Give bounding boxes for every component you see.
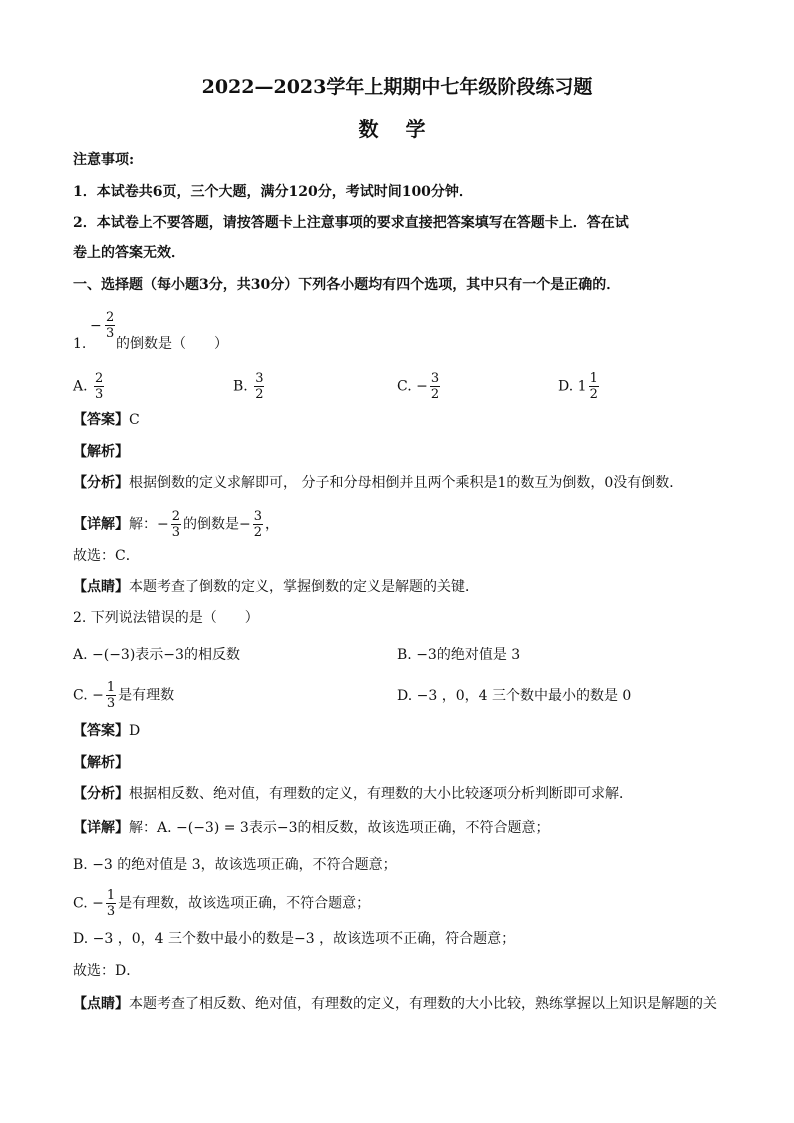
q2-option-c-fraction bbox=[106, 680, 116, 711]
q2-dianjing-tag: 【点睛】 bbox=[73, 996, 129, 1012]
q1-option-c-label: C. bbox=[397, 378, 412, 395]
q2-line-c bbox=[73, 888, 370, 919]
q1-xiangjie-end: ， bbox=[265, 516, 280, 533]
q2-analysis bbox=[73, 753, 129, 773]
q1-option-b-num: 3 bbox=[255, 371, 264, 386]
page-title: 2022—2023学年上期期中七年级阶段练习题 bbox=[201, 76, 593, 98]
notice-item-1: 1．本试卷共6页，三个大题，满分120分，考试时间100分钟． bbox=[73, 184, 473, 200]
q2-line-c-sign: − bbox=[92, 895, 104, 912]
subject-title: 数 学 bbox=[358, 117, 436, 141]
q1-xiangjie bbox=[73, 509, 279, 540]
q1-analysis-tag: 【解析】 bbox=[73, 444, 129, 460]
q2-line-b: B. −3 的绝对值是 3，故该选项正确，不符合题意； bbox=[73, 857, 397, 873]
q2-dianjing bbox=[73, 994, 717, 1014]
q2-answer-value: D bbox=[129, 723, 141, 739]
notice-item-2: 2．本试卷上不要答题，请按答题卡上注意事项的要求直接把答案填写在答题卡上．答在试 bbox=[73, 215, 629, 231]
q2-line-c-text: 是有理数，故该选项正确，不符合题意； bbox=[118, 895, 371, 912]
q2-choose: 故选：D． bbox=[73, 963, 141, 979]
q2-option-c-label: C. bbox=[73, 687, 88, 704]
q1-dianjing bbox=[73, 577, 479, 597]
q1-frac-num: 2 bbox=[106, 310, 115, 325]
q2-line-d: D. −3 ，0，4 三个数中最小的数是−3 ，故该选项不正确，符合题意； bbox=[73, 931, 516, 947]
q1-option-c-fraction bbox=[430, 371, 440, 402]
q2-fenxi-tag: 【分析】 bbox=[73, 786, 129, 802]
q1-option-b-fraction bbox=[254, 371, 264, 402]
q1-xiangjie-tag: 【详解】 bbox=[73, 516, 129, 533]
q1-stem-text: 的倒数是（ ） bbox=[116, 336, 228, 352]
q2-line-c-label: C. bbox=[73, 895, 88, 912]
q1-option-b-den: 2 bbox=[255, 387, 264, 402]
notice-item-2-cont: 卷上的答案无效． bbox=[73, 245, 185, 261]
q1-option-d-label: D. bbox=[558, 378, 574, 395]
q2-option-d[interactable]: D. −3 ，0，4 三个数中最小的数是 0 bbox=[397, 688, 632, 704]
section-heading: 一、选择题（每小题3分，共30分）下列各小题均有四个选项，其中只有一个是正确的． bbox=[73, 277, 621, 293]
q1-xiangjie-frac-2 bbox=[253, 509, 263, 540]
q1-fraction bbox=[105, 310, 115, 341]
q2-option-c-text: 是有理数 bbox=[118, 687, 175, 704]
q1-dianjing-tag: 【点睛】 bbox=[73, 579, 129, 595]
q1-option-d-whole: 1 bbox=[577, 378, 587, 395]
q2-fenxi-text: 根据相反数、绝对值，有理数的定义，有理数的大小比较逐项分析判断即可求解． bbox=[129, 786, 633, 802]
q1-xiangjie-mid: 的倒数是− bbox=[183, 516, 251, 533]
q1-xj-den2: 2 bbox=[253, 525, 263, 540]
q1-option-c-sign: − bbox=[416, 378, 428, 395]
q2-line-c-fraction bbox=[106, 888, 116, 919]
q2-line-c-den: 3 bbox=[106, 904, 116, 919]
q1-xj-num2: 3 bbox=[253, 509, 263, 524]
q1-option-d-num: 1 bbox=[589, 371, 598, 386]
q1-xj-num1: 2 bbox=[171, 509, 181, 524]
q2-option-c-sign: − bbox=[92, 687, 104, 704]
q2-answer bbox=[73, 721, 140, 741]
q1-option-a-label: A. bbox=[73, 378, 88, 395]
q1-minus: − bbox=[90, 318, 102, 334]
q2-stem: 2. 下列说法错误的是（ ） bbox=[73, 610, 259, 626]
q1-option-d-den: 2 bbox=[589, 387, 598, 402]
q1-answer-tag: 【答案】 bbox=[73, 412, 129, 428]
q2-option-c[interactable] bbox=[73, 680, 174, 711]
q1-fenxi-tag: 【分析】 bbox=[73, 475, 129, 491]
q1-dianjing-text: 本题考查了倒数的定义，掌握倒数的定义是解题的关键． bbox=[129, 579, 479, 595]
q1-fenxi-text: 根据倒数的定义求解即可， 分子和分母相倒并且两个乘积是1的数互为倒数，0没有倒数． bbox=[129, 475, 684, 491]
q1-option-a-num: 2 bbox=[95, 371, 104, 386]
q2-fenxi bbox=[73, 784, 633, 804]
q1-xiangjie-pre: 解：− bbox=[129, 516, 169, 533]
q2-option-c-den: 3 bbox=[106, 696, 116, 711]
q1-option-b-label: B. bbox=[233, 378, 248, 395]
q1-frac-den: 3 bbox=[106, 326, 115, 341]
q2-xiangjie-tag: 【详解】 bbox=[73, 820, 129, 836]
q2-xiangjie-text: 解：A. −(−3) = 3表示−3的相反数，故该选项正确，不符合题意； bbox=[129, 820, 550, 836]
q1-option-b[interactable] bbox=[233, 371, 266, 402]
q2-option-b[interactable]: B. −3的绝对值是 3 bbox=[397, 647, 521, 663]
q1-option-d-fraction bbox=[589, 371, 599, 402]
q1-option-d[interactable] bbox=[558, 371, 601, 402]
q1-xj-den1: 3 bbox=[171, 525, 181, 540]
q2-option-a[interactable]: A. −(−3)表示−3的相反数 bbox=[73, 647, 240, 663]
q1-number: 1. bbox=[73, 336, 87, 352]
q1-option-c-den: 2 bbox=[430, 387, 440, 402]
q1-option-a-den: 3 bbox=[95, 387, 104, 402]
q1-fenxi bbox=[73, 473, 683, 493]
q2-analysis-tag: 【解析】 bbox=[73, 755, 129, 771]
q1-option-a[interactable] bbox=[73, 371, 106, 402]
q1-option-c-num: 3 bbox=[430, 371, 440, 386]
q1-option-c[interactable] bbox=[397, 371, 442, 402]
q1-answer-value: C bbox=[129, 412, 140, 428]
q2-option-c-num: 1 bbox=[106, 680, 116, 695]
q1-choose: 故选：C． bbox=[73, 548, 140, 564]
q2-xiangjie bbox=[73, 818, 549, 838]
q1-answer bbox=[73, 410, 140, 430]
q1-analysis bbox=[73, 442, 129, 462]
q1-option-a-fraction bbox=[94, 371, 104, 402]
q2-answer-tag: 【答案】 bbox=[73, 723, 129, 739]
notice-heading: 注意事项: bbox=[73, 152, 135, 168]
q2-line-c-num: 1 bbox=[106, 888, 116, 903]
q1-xiangjie-frac-1 bbox=[171, 509, 181, 540]
q2-dianjing-text: 本题考查了相反数、绝对值，有理数的定义，有理数的大小比较，熟练掌握以上知识是解题的关 bbox=[129, 996, 717, 1012]
